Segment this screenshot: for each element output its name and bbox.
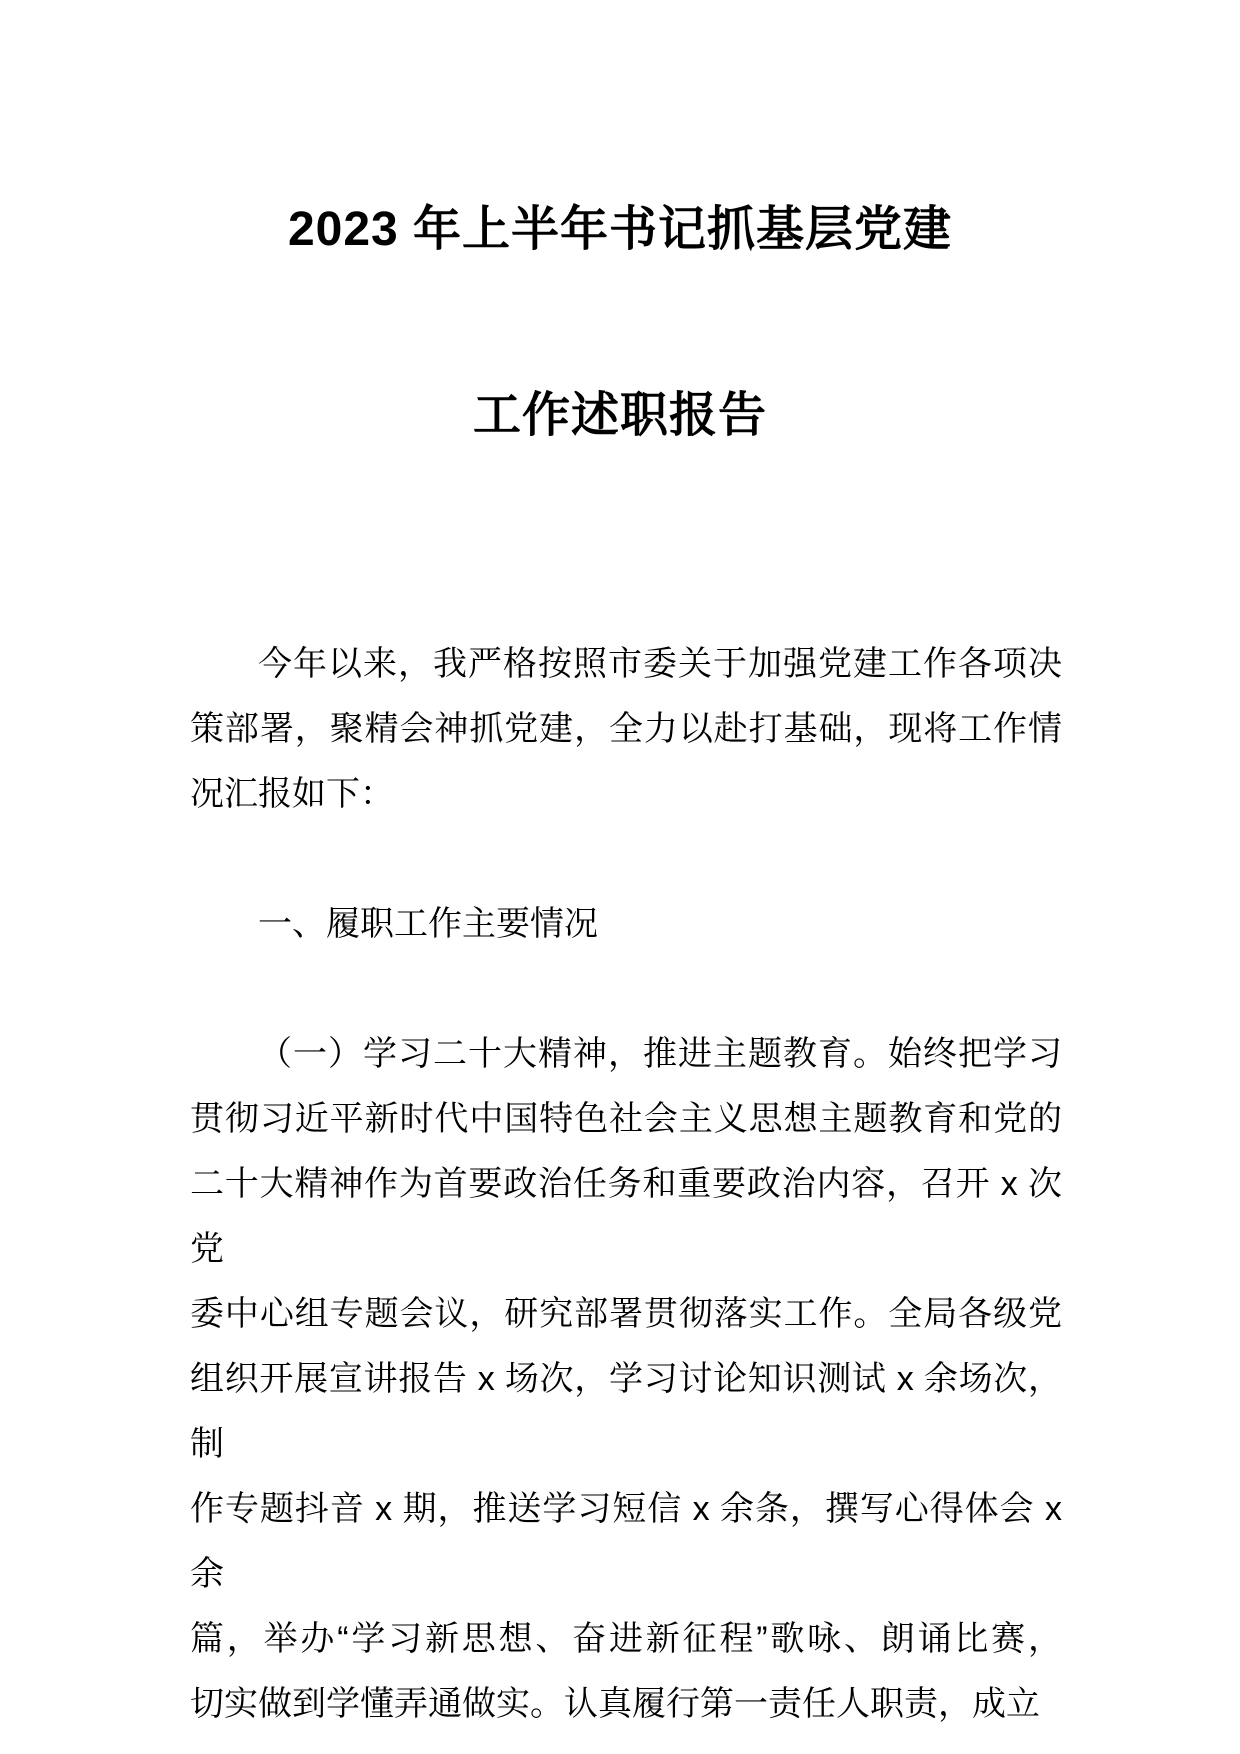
paragraph-2 <box>190 1022 1062 1737</box>
document-title-line-1: 2023 年上半年书记抓基层党建 <box>287 203 953 256</box>
document-body <box>190 632 1062 1737</box>
paragraph-2-line-6: 作专题抖音 x 期，推送学习短信 x 余条，撰写心得体会 x 余 <box>190 1490 1062 1593</box>
paragraph-2-line-8: 切实做到学懂弄通做实。认真履行第一责任人职责，成立 <box>190 1685 1040 1723</box>
paragraph-2-line-4: 委中心组专题会议，研究部署贯彻落实工作。全局各级党 <box>190 1295 1062 1333</box>
paragraph-2-line-5: 组织开展宣讲报告 x 场次，学习讨论知识测试 x 余场次，制 <box>190 1360 1062 1463</box>
paragraph-1 <box>190 632 1062 827</box>
document-title-line-2: 工作述职报告 <box>472 389 767 442</box>
section-heading-1-block <box>190 892 1062 957</box>
paragraph-2-line-2: 贯彻习近平新时代中国特色社会主义思想主题教育和党的 <box>190 1100 1062 1138</box>
paragraph-1-line-1: 今年以来，我严格按照市委关于加强党建工作各项决 <box>258 645 1062 683</box>
paragraph-2-line-7: 篇，举办“学习新思想、奋进新征程”歌咏、朗诵比赛， <box>190 1620 1062 1658</box>
paragraph-2-line-1: （一）学习二十大精神，推进主题教育。始终把学习 <box>258 1035 1062 1073</box>
paragraph-1-line-2: 策部署，聚精会神抓党建，全力以赴打基础，现将工作情 <box>190 710 1062 748</box>
paragraph-1-line-3: 况汇报如下： <box>190 775 394 813</box>
section-heading-1: 一、履职工作主要情况 <box>258 905 598 943</box>
paragraph-2-line-3: 二十大精神作为首要政治任务和重要政治内容，召开 x 次党 <box>190 1165 1062 1268</box>
